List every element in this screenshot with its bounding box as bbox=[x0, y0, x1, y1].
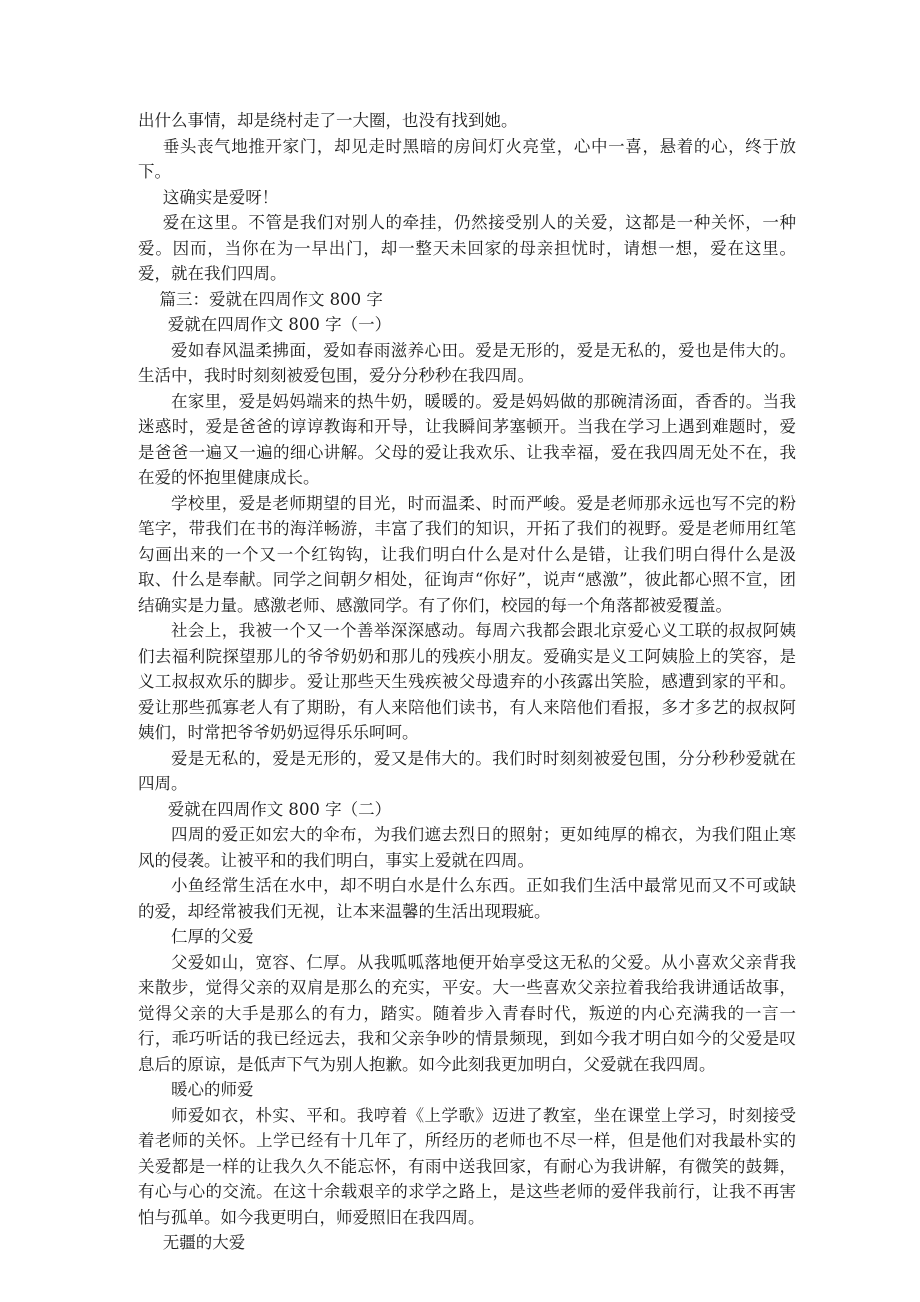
paragraph: 学校里，爱是老师期望的目光，时而温柔、时而严峻。爱是老师那永远也写不完的粉笔字，带我们在书的海洋畅游，丰富了我们的知识，开拓了我们的视野。爱是老师用红笔勾画出来的一个又一个红钩钩，让我们明白什么是对什么是错，让我们明白得什么是汲取、什么是奉献。同学之间朝夕相处，征询声“你好”，说声“感激”，彼此都心照不宣，团结确实是力量。感激老师、感激同学。有了你们，校园的每一个角落都被爱覆盖。 bbox=[138, 493, 796, 615]
subsection-heading: 爱就在四周作文 800 字（二） bbox=[167, 799, 392, 819]
paragraph: 四周的爱正如宏大的伞布，为我们遮去烈日的照射；更如纯厚的棉衣，为我们阻止寒风的侵袭。让被平和的我们明白，事实上爱就在四周。 bbox=[138, 825, 796, 870]
paragraph: 爱是无私的，爱是无形的，爱又是伟大的。我们时时刻刻被爱包围，分分秒秒爱就在四周。 bbox=[138, 748, 796, 793]
subheading: 仁厚的父爱 bbox=[171, 927, 254, 946]
paragraph: 垂头丧气地推开家门，却见走时黑暗的房间灯火亮堂，心中一喜，悬着的心，终于放下。 bbox=[138, 136, 796, 181]
paragraph: 爱在这里。不管是我们对别人的牵挂，仍然接受别人的关爱，这都是一种关怀，一种爱。因而，当你在为一早出门，却一整天未回家的母亲担忧时，请想一想，爱在这里。爱，就在我们四周。 bbox=[138, 213, 796, 283]
section-heading: 篇三：爱就在四周作文 800 字 bbox=[159, 289, 383, 309]
paragraph: 爱如春风温柔拂面，爱如春雨滋养心田。爱是无形的，爱是无私的，爱也是伟大的。生活中，我时时刻刻被爱包围，爱分分秒秒在我四周。 bbox=[138, 340, 796, 385]
subheading: 暖心的师爱 bbox=[171, 1080, 254, 1099]
paragraph: 在家里，爱是妈妈端来的热牛奶，暖暖的。爱是妈妈做的那碗清汤面，香香的。当我迷惑时，爱是爸爸的谆谆教诲和开导，让我瞬间茅塞顿开。当我在学习上遇到难题时，爱是爸爸一遍又一遍的细心讲解。父母的爱让我欢乐、让我幸福，爱在我四周无处不在，我在爱的怀抱里健康成长。 bbox=[138, 391, 796, 487]
document-body bbox=[138, 108, 796, 1256]
paragraph: 父爱如山，宽容、仁厚。从我呱呱落地便开始享受这无私的父爱。从小喜欢父亲背我来散步，觉得父亲的双肩是那么的充实，平安。大一些喜欢父亲拉着我给我讲通话故事，觉得父亲的大手是那么的有力，踏实。随着步入青春时代，叛逆的内心充满我的一言一行，乖巧听话的我已经远去，我和父亲争吵的情景频现，到如今我才明白如今的父爱是叹息后的原谅，是低声下气为别人抱歉。如今此刻我更加明白，父爱就在我四周。 bbox=[138, 952, 796, 1074]
paragraph: 社会上，我被一个又一个善举深深感动。每周六我都会跟北京爱心义工联的叔叔阿姨们去福利院探望那儿的爷爷奶奶和那儿的残疾小朋友。爱确实是义工阿姨脸上的笑容，是义工叔叔欢乐的脚步。爱让那些天生残疾被父母遗弃的小孩露出笑脸，感遭到家的平和。爱让那些孤寡老人有了期盼，有人来陪他们读书，有人来陪他们看报，多才多艺的叔叔阿姨们，时常把爷爷奶奶逗得乐乐呵呵。 bbox=[138, 621, 796, 742]
paragraph: 这确实是爱呀！ bbox=[162, 187, 279, 207]
paragraph: 小鱼经常生活在水中，却不明白水是什么东西。正如我们生活中最常见而又不可或缺的爱，却经常被我们无视，让本来温馨的生活出现瑕疵。 bbox=[138, 876, 796, 921]
paragraph: 出什么事情，却是绕村走了一大圈，也没有找到她。 bbox=[138, 111, 518, 130]
subheading: 无疆的大爱 bbox=[162, 1233, 246, 1252]
subsection-heading: 爱就在四周作文 800 字（一） bbox=[167, 315, 392, 334]
paragraph: 师爱如衣，朴实、平和。我哼着《上学歌》迈进了教室，坐在课堂上学习，时刻接受着老师的关怀。上学已经有十几年了，所经历的老师也不尽一样，但是他们对我最朴实的关爱都是一样的让我久久不能忘怀，有雨中送我回家，有耐心为我讲解，有微笑的鼓舞，有心与心的交流。在这十余载艰辛的求学之路上，是这些老师的爱伴我前行，让我不再害怕与孤单。如今我更明白，师爱照旧在我四周。 bbox=[138, 1105, 796, 1227]
